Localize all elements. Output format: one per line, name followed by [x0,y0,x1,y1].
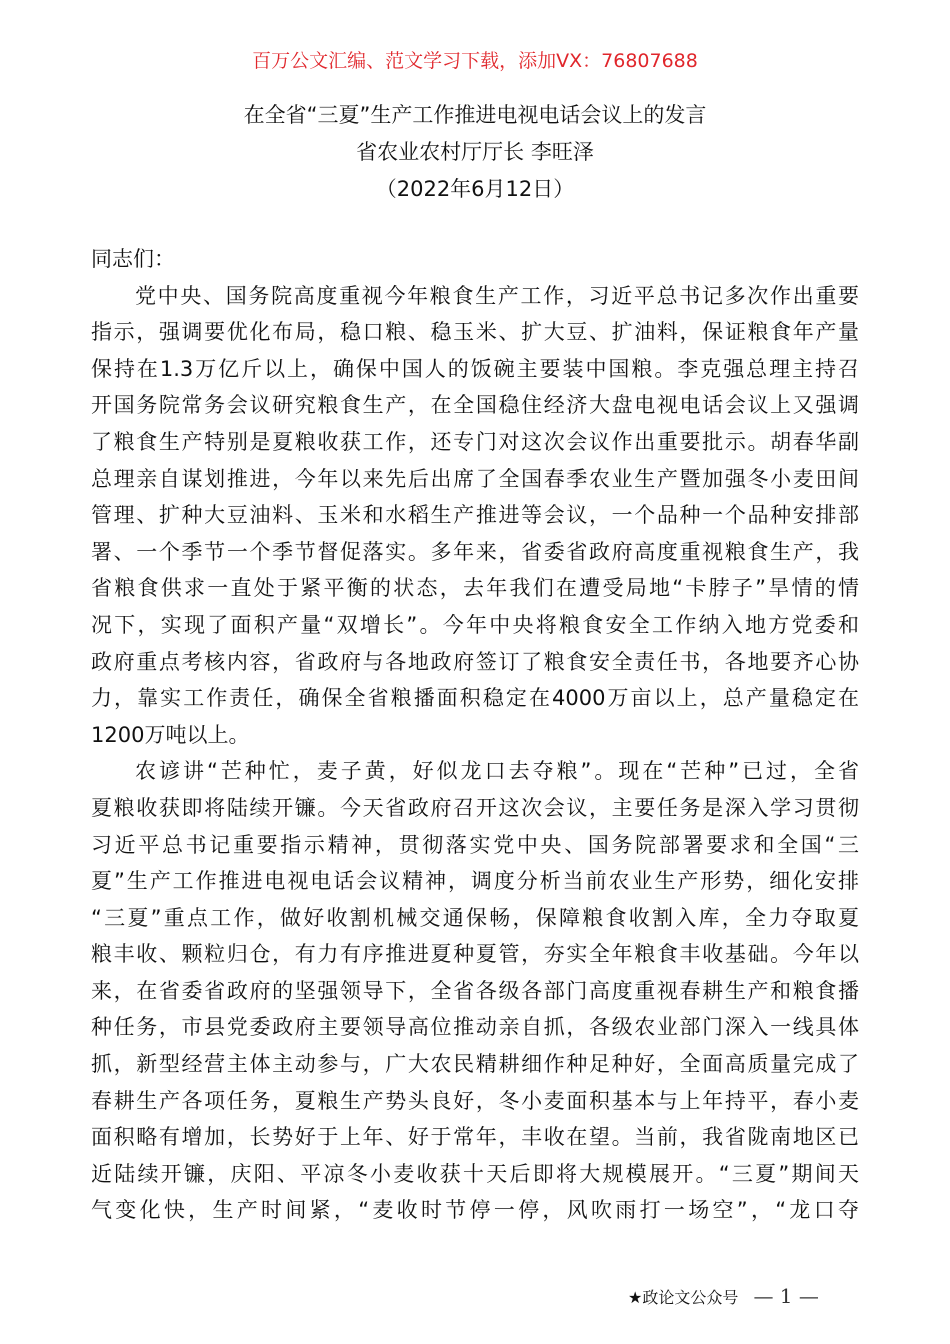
author-line: 省农业农村厅厅长 李旺泽 [356,140,594,164]
text-line: 夏”生产工作推进电视电话会议精神，调度分析当前农业生产形势，细化安排 [91,869,859,894]
text-line: 况下，实现了面积产量“双增长”。今年中央将粮食安全工作纳入地方党委和 [91,612,859,637]
page-number: — 1 — [753,1284,819,1308]
text-line: 指示，强调要优化布局，稳口粮、稳玉米、扩大豆、扩油料，保证粮食年产量 [91,320,859,345]
text-line: 来，在省委省政府的坚强领导下，全省各级各部门高度重视春耕生产和粮食播 [91,978,859,1003]
salutation: 同志们： [91,247,175,271]
text-line: 习近平总书记重要指示精神，贯彻落实党中央、国务院部署要求和全国“三 [91,832,859,857]
text-line: 气变化快，生产时间紧，“麦收时节停一停，风吹雨打一场空”，“龙口夺 [91,1198,859,1223]
text-line: 保持在1.3万亿斤以上，确保中国人的饭碗主要装中国粮。李克强总理主持召 [91,356,859,381]
text-line: 抓，新型经营主体主动参与，广大农民精耕细作种足种好，全面高质量完成了 [91,1052,859,1077]
date-line: （2022年6月12日） [375,177,575,201]
text-line: 近陆续开镰，庆阳、平凉冬小麦收获十天后即将大规模展开。“三夏”期间天 [91,1161,859,1186]
text-line: 管理、扩种大豆油料、玉米和水稻生产推进等会议，一个品种一个品种安排部 [91,503,859,528]
text-line: “三夏”重点工作，做好收割机械交通保畅，保障粮食收割入库，全力夺取夏 [91,905,859,930]
text-line: 了粮食生产特别是夏粮收获工作，还专门对这次会议作出重要批示。胡春华副 [91,429,859,454]
document-body [91,245,859,1233]
text-line: 政府重点考核内容，省政府与各地政府签订了粮食安全责任书，各地要齐心协 [91,649,859,674]
text-line: 春耕生产各项任务，夏粮生产势头良好，冬小麦面积基本与上年持平，春小麦 [91,1088,859,1113]
text-line: 种任务，市县党委政府主要领导高位推动亲自抓，各级农业部门深入一线具体 [91,1015,859,1040]
text-line: 开国务院常务会议研究粮食生产，在全国稳住经济大盘电视电话会议上又强调 [91,393,859,418]
text-line: 力，靠实工作责任，确保全省粮播面积稳定在4000万亩以上，总产量稳定在 [91,686,859,711]
document-title: 在全省“三夏”生产工作推进电视电话会议上的发言 [243,103,707,127]
text-line: 省粮食供求一直处于紧平衡的状态，去年我们在遭受局地“卡脖子”旱情的情 [91,576,859,601]
text-line: 党中央、国务院高度重视今年粮食生产工作，习近平总书记多次作出重要 [135,283,859,308]
footer-source: ★政论文公众号 [628,1288,739,1307]
text-line: 农谚讲“芒种忙，麦子黄，好似龙口去夺粮”。现在“芒种”已过，全省 [135,759,859,784]
text-line: 总理亲自谋划推进，今年以来先后出席了全国春季农业生产暨加强冬小麦田间 [91,466,859,491]
watermark-header: 百万公文汇编、范文学习下载，添加VX：76807688 [252,50,698,72]
text-line: 面积略有增加，长势好于上年、好于常年，丰收在望。当前，我省陇南地区已 [91,1125,859,1150]
page-footer [628,1284,819,1308]
text-line: 粮丰收、颗粒归仓，有力有序推进夏种夏管，夯实全年粮食丰收基础。今年以 [91,942,859,967]
text-line: 夏粮收获即将陆续开镰。今天省政府召开这次会议，主要任务是深入学习贯彻 [91,795,859,820]
text-line: 署、一个季节一个季节督促落实。多年来，省委省政府高度重视粮食生产，我 [91,539,859,564]
text-line: 1200万吨以上。 [91,722,250,747]
